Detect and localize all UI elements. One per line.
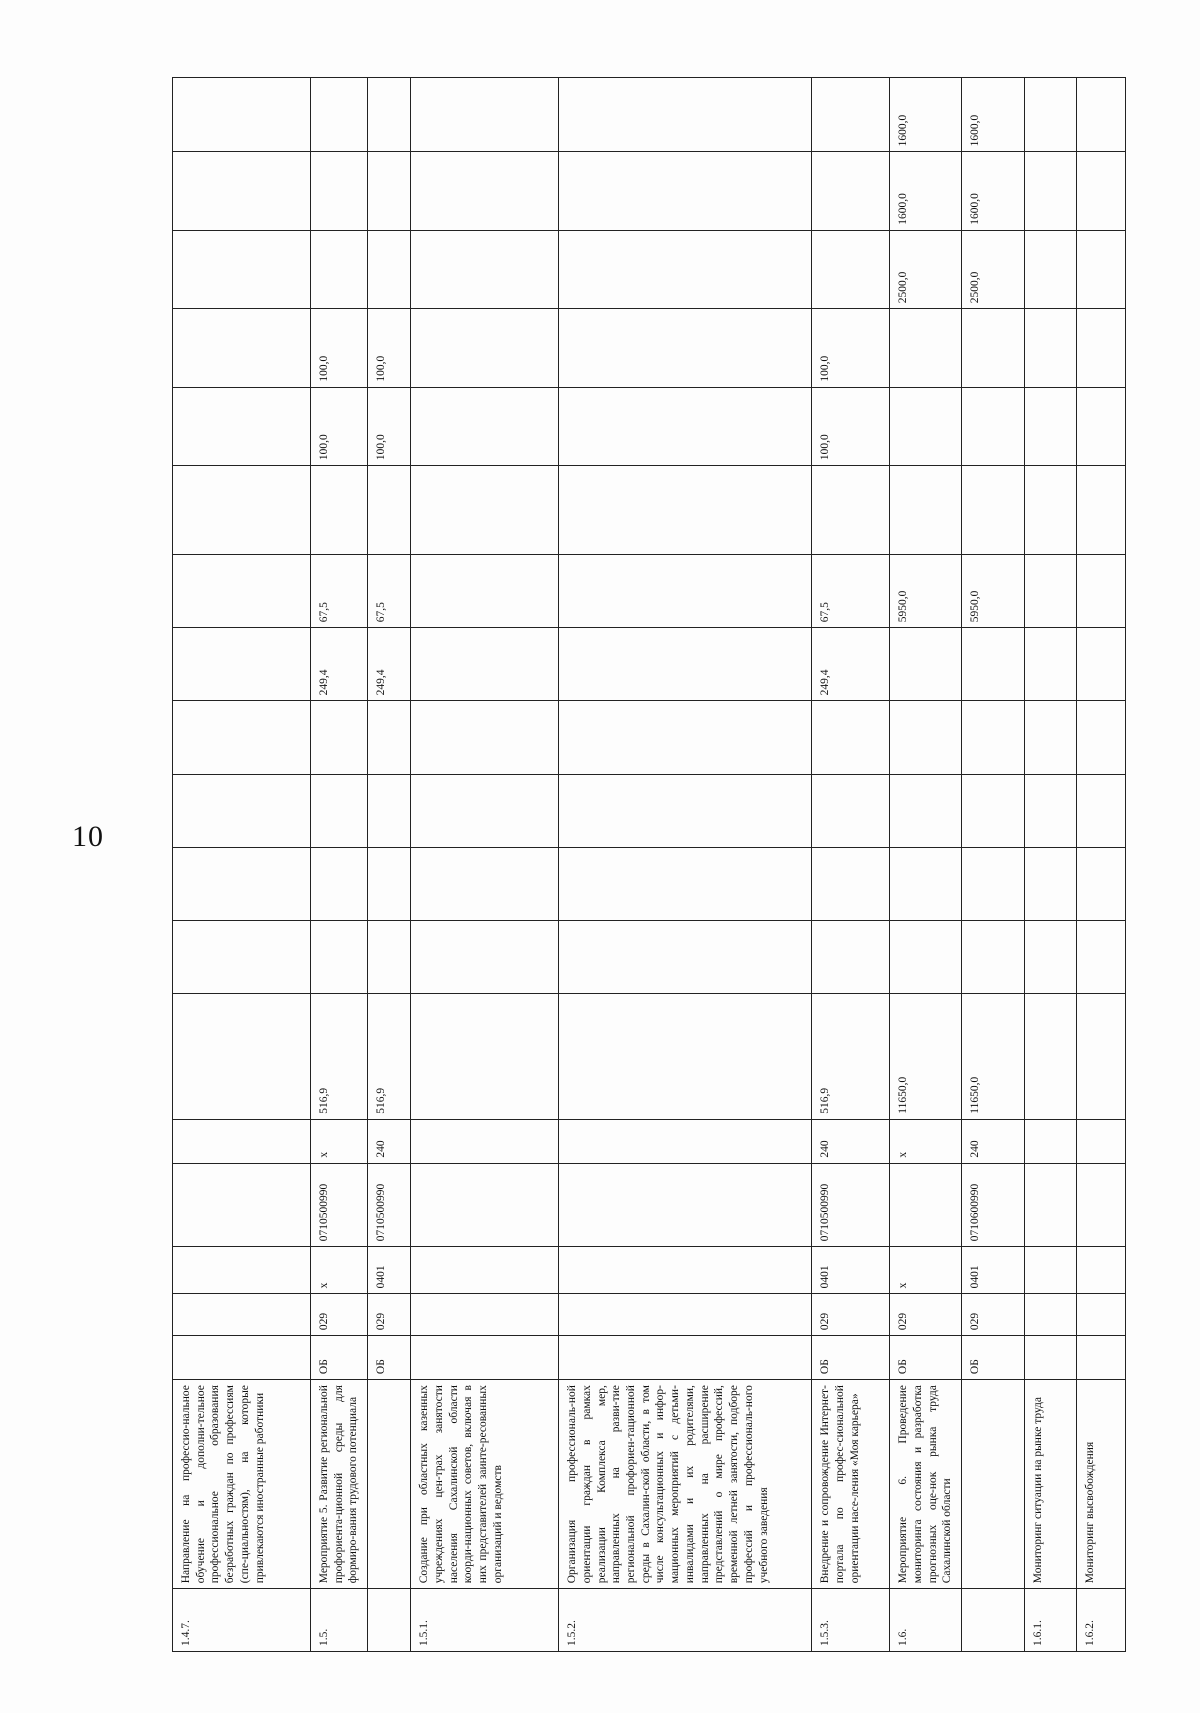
value-cell-c4 (1077, 1294, 1126, 1336)
value-cell-c19 (311, 152, 368, 230)
table-row (890, 78, 962, 1652)
value-cell-c6: 0710500990 (368, 1163, 411, 1247)
value-cell-c6 (173, 1163, 311, 1247)
value-cell-c5: х (890, 1247, 962, 1294)
value-cell-c20 (368, 78, 411, 152)
value-cell-c5 (559, 1247, 812, 1294)
table-row (559, 78, 812, 1652)
row-description-cell: Мероприятие 5. Развитие региональной профориента-ционной среды для формиро-вания трудового потенциала (311, 1380, 368, 1589)
value-cell-c8 (411, 994, 559, 1120)
value-cell-c3 (1077, 1336, 1126, 1380)
value-cell-c5: 0401 (962, 1247, 1025, 1294)
value-cell-c14: 67,5 (812, 554, 890, 627)
value-cell-c13 (559, 628, 812, 701)
value-cell-c11 (311, 774, 368, 847)
value-cell-c20 (559, 78, 812, 152)
value-cell-c17: 100,0 (368, 309, 411, 387)
row-description-cell: Мероприятие 6. Проведение мониторинга состояния и разработка прогнозных оце-нок рынка труда Сахалинской области (890, 1380, 962, 1589)
table-row (311, 78, 368, 1652)
value-cell-c16 (1077, 387, 1126, 465)
value-cell-c19 (411, 152, 559, 230)
value-cell-c8 (1025, 994, 1077, 1120)
value-cell-c17: 100,0 (812, 309, 890, 387)
value-cell-c10 (311, 847, 368, 920)
row-description-cell: Организация профессиональ-ной ориентации граждан в рамках реализации Комплекса мер, направленных на разви-тие региональной профориен-тационной среды в Сахалин-ской области, в том числе консультационных и инфор-мационных мероприятий с детьми-инвалидами и их родителями, направленных на расширение представлений о мире профессий, временной летней занятости, подборе профессий и профессиональ-ного учебного заведения (559, 1380, 812, 1589)
value-cell-c11 (411, 774, 559, 847)
value-cell-c17 (1025, 309, 1077, 387)
value-cell-c18 (812, 230, 890, 308)
row-description-cell: Внедрение и сопровождение Интернет-портала по профес-сиональной ориентации насе-ления «Моя карьера» (812, 1380, 890, 1589)
value-cell-c10 (1025, 847, 1077, 920)
value-cell-c18: 2500,0 (890, 230, 962, 308)
value-cell-c15 (368, 466, 411, 555)
value-cell-c9 (890, 921, 962, 994)
value-cell-c20: 1600,0 (890, 78, 962, 152)
value-cell-c17 (559, 309, 812, 387)
value-cell-c9 (962, 921, 1025, 994)
value-cell-c14: 67,5 (311, 554, 368, 627)
value-cell-c11 (559, 774, 812, 847)
value-cell-c11 (890, 774, 962, 847)
row-description-cell (368, 1380, 411, 1589)
value-cell-c13: 249,4 (368, 628, 411, 701)
value-cell-c20 (173, 78, 311, 152)
value-cell-c14: 5950,0 (962, 554, 1025, 627)
value-cell-c11 (962, 774, 1025, 847)
value-cell-c7 (559, 1119, 812, 1163)
value-cell-c11 (173, 774, 311, 847)
page-number: 10 (72, 820, 104, 853)
value-cell-c9 (173, 921, 311, 994)
value-cell-c16: 100,0 (368, 387, 411, 465)
value-cell-c5 (1025, 1247, 1077, 1294)
value-cell-c20 (1077, 78, 1126, 152)
row-code-cell: 1.5.1. (411, 1589, 559, 1652)
row-code-cell (368, 1589, 411, 1652)
value-cell-c8: 11650,0 (890, 994, 962, 1120)
value-cell-c9 (1077, 921, 1126, 994)
value-cell-c19 (812, 152, 890, 230)
value-cell-c20 (411, 78, 559, 152)
value-cell-c12 (368, 701, 411, 774)
value-cell-c7: 240 (962, 1119, 1025, 1163)
value-cell-c15 (173, 466, 311, 555)
value-cell-c13 (173, 628, 311, 701)
value-cell-c14: 5950,0 (890, 554, 962, 627)
value-cell-c7: 240 (368, 1119, 411, 1163)
value-cell-c3 (1025, 1336, 1077, 1380)
table-row (812, 78, 890, 1652)
value-cell-c7 (173, 1119, 311, 1163)
value-cell-c18 (173, 230, 311, 308)
value-cell-c6: 0710500990 (812, 1163, 890, 1247)
value-cell-c5: 0401 (368, 1247, 411, 1294)
value-cell-c4: 029 (812, 1294, 890, 1336)
value-cell-c3: ОБ (890, 1336, 962, 1380)
value-cell-c10 (411, 847, 559, 920)
value-cell-c10 (962, 847, 1025, 920)
table-row (962, 78, 1025, 1652)
value-cell-c12 (1077, 701, 1126, 774)
value-cell-c3 (559, 1336, 812, 1380)
value-cell-c16 (173, 387, 311, 465)
value-cell-c16 (890, 387, 962, 465)
value-cell-c16 (962, 387, 1025, 465)
value-cell-c18 (559, 230, 812, 308)
value-cell-c12 (962, 701, 1025, 774)
row-code-cell: 1.5.2. (559, 1589, 812, 1652)
value-cell-c12 (411, 701, 559, 774)
value-cell-c14 (1025, 554, 1077, 627)
value-cell-c18 (411, 230, 559, 308)
table-row (368, 78, 411, 1652)
value-cell-c13: 249,4 (812, 628, 890, 701)
row-code-cell: 1.5.3. (812, 1589, 890, 1652)
value-cell-c8: 516,9 (311, 994, 368, 1120)
value-cell-c14: 67,5 (368, 554, 411, 627)
row-description-cell: Создание при областных казенных учреждениях цен-трах занятости населения Сахалинской области коорди-национных советов, включая в них представителей заинте-ресованных организаций и ведомств (411, 1380, 559, 1589)
value-cell-c6 (890, 1163, 962, 1247)
value-cell-c18 (311, 230, 368, 308)
value-cell-c8: 11650,0 (962, 994, 1025, 1120)
value-cell-c3: ОБ (311, 1336, 368, 1380)
value-cell-c14 (173, 554, 311, 627)
value-cell-c16: 100,0 (812, 387, 890, 465)
value-cell-c8: 516,9 (812, 994, 890, 1120)
row-code-cell: 1.4.7. (173, 1589, 311, 1652)
value-cell-c15 (311, 466, 368, 555)
row-code-cell: 1.6.1. (1025, 1589, 1077, 1652)
value-cell-c12 (1025, 701, 1077, 774)
value-cell-c5: х (311, 1247, 368, 1294)
value-cell-c7 (1025, 1119, 1077, 1163)
value-cell-c9 (311, 921, 368, 994)
value-cell-c11 (1077, 774, 1126, 847)
value-cell-c20 (1025, 78, 1077, 152)
value-cell-c15 (812, 466, 890, 555)
value-cell-c19 (368, 152, 411, 230)
value-cell-c20: 1600,0 (962, 78, 1025, 152)
value-cell-c9 (1025, 921, 1077, 994)
value-cell-c17 (962, 309, 1025, 387)
value-cell-c4 (1025, 1294, 1077, 1336)
value-cell-c4 (173, 1294, 311, 1336)
value-cell-c20 (311, 78, 368, 152)
value-cell-c12 (890, 701, 962, 774)
value-cell-c10 (890, 847, 962, 920)
value-cell-c11 (1025, 774, 1077, 847)
value-cell-c17 (173, 309, 311, 387)
value-cell-c9 (411, 921, 559, 994)
row-code-cell: 1.5. (311, 1589, 368, 1652)
value-cell-c4: 029 (311, 1294, 368, 1336)
value-cell-c4 (559, 1294, 812, 1336)
value-cell-c8 (559, 994, 812, 1120)
row-code-cell (962, 1589, 1025, 1652)
value-cell-c17 (1077, 309, 1126, 387)
value-cell-c14 (559, 554, 812, 627)
table-row (1025, 78, 1077, 1652)
value-cell-c10 (559, 847, 812, 920)
value-cell-c5: 0401 (812, 1247, 890, 1294)
value-cell-c8: 516,9 (368, 994, 411, 1120)
value-cell-c6 (1025, 1163, 1077, 1247)
value-cell-c7: х (311, 1119, 368, 1163)
value-cell-c4: 029 (962, 1294, 1025, 1336)
value-cell-c11 (368, 774, 411, 847)
value-cell-c15 (559, 466, 812, 555)
value-cell-c12 (311, 701, 368, 774)
value-cell-c4 (411, 1294, 559, 1336)
value-cell-c18: 2500,0 (962, 230, 1025, 308)
value-cell-c19 (1077, 152, 1126, 230)
value-cell-c15 (962, 466, 1025, 555)
value-cell-c6 (411, 1163, 559, 1247)
row-code-cell: 1.6. (890, 1589, 962, 1652)
value-cell-c3 (173, 1336, 311, 1380)
value-cell-c15 (411, 466, 559, 555)
value-cell-c16 (411, 387, 559, 465)
value-cell-c19 (173, 152, 311, 230)
value-cell-c4: 029 (890, 1294, 962, 1336)
value-cell-c13 (411, 628, 559, 701)
value-cell-c5 (173, 1247, 311, 1294)
table-row (1077, 78, 1126, 1652)
value-cell-c17: 100,0 (311, 309, 368, 387)
value-cell-c15 (1077, 466, 1126, 555)
value-cell-c20 (812, 78, 890, 152)
value-cell-c3: ОБ (368, 1336, 411, 1380)
value-cell-c13 (890, 628, 962, 701)
value-cell-c12 (559, 701, 812, 774)
value-cell-c7: х (890, 1119, 962, 1163)
value-cell-c4: 029 (368, 1294, 411, 1336)
value-cell-c18 (1077, 230, 1126, 308)
value-cell-c6 (1077, 1163, 1126, 1247)
table-row (173, 78, 311, 1652)
value-cell-c12 (812, 701, 890, 774)
row-description-cell (962, 1380, 1025, 1589)
value-cell-c8 (173, 994, 311, 1120)
value-cell-c14 (411, 554, 559, 627)
value-cell-c5 (1077, 1247, 1126, 1294)
value-cell-c17 (411, 309, 559, 387)
value-cell-c13 (962, 628, 1025, 701)
value-cell-c9 (812, 921, 890, 994)
value-cell-c6 (559, 1163, 812, 1247)
value-cell-c8 (1077, 994, 1126, 1120)
value-cell-c19 (1025, 152, 1077, 230)
value-cell-c16 (1025, 387, 1077, 465)
row-description-cell: Мониторинг ситуации на рынке труда (1025, 1380, 1077, 1589)
value-cell-c12 (173, 701, 311, 774)
value-cell-c3: ОБ (812, 1336, 890, 1380)
value-cell-c14 (1077, 554, 1126, 627)
value-cell-c6: 0710500990 (311, 1163, 368, 1247)
value-cell-c16: 100,0 (311, 387, 368, 465)
value-cell-c19 (559, 152, 812, 230)
value-cell-c19: 1600,0 (890, 152, 962, 230)
value-cell-c10 (812, 847, 890, 920)
value-cell-c6: 0710600990 (962, 1163, 1025, 1247)
value-cell-c15 (1025, 466, 1077, 555)
table-row (411, 78, 559, 1652)
value-cell-c13: 249,4 (311, 628, 368, 701)
budget-table (172, 77, 1126, 1652)
value-cell-c3: ОБ (962, 1336, 1025, 1380)
value-cell-c18 (1025, 230, 1077, 308)
row-description-cell: Направление на профессио-нальное обучение и дополни-тельное профессиональное образования безработных граждан по профессиям (спе-циальностям), на которые привлекаются иностранные работники (173, 1380, 311, 1589)
value-cell-c10 (1077, 847, 1126, 920)
value-cell-c7 (411, 1119, 559, 1163)
row-description-cell: Мониторинг высвобождения (1077, 1380, 1126, 1589)
value-cell-c7: 240 (812, 1119, 890, 1163)
value-cell-c9 (368, 921, 411, 994)
value-cell-c10 (173, 847, 311, 920)
value-cell-c3 (411, 1336, 559, 1380)
value-cell-c13 (1025, 628, 1077, 701)
value-cell-c19: 1600,0 (962, 152, 1025, 230)
value-cell-c7 (1077, 1119, 1126, 1163)
value-cell-c9 (559, 921, 812, 994)
value-cell-c15 (890, 466, 962, 555)
row-code-cell: 1.6.2. (1077, 1589, 1126, 1652)
value-cell-c18 (368, 230, 411, 308)
value-cell-c10 (368, 847, 411, 920)
value-cell-c17 (890, 309, 962, 387)
value-cell-c11 (812, 774, 890, 847)
value-cell-c5 (411, 1247, 559, 1294)
value-cell-c13 (1077, 628, 1126, 701)
rotated-table-wrapper (172, 77, 1097, 1652)
value-cell-c16 (559, 387, 812, 465)
